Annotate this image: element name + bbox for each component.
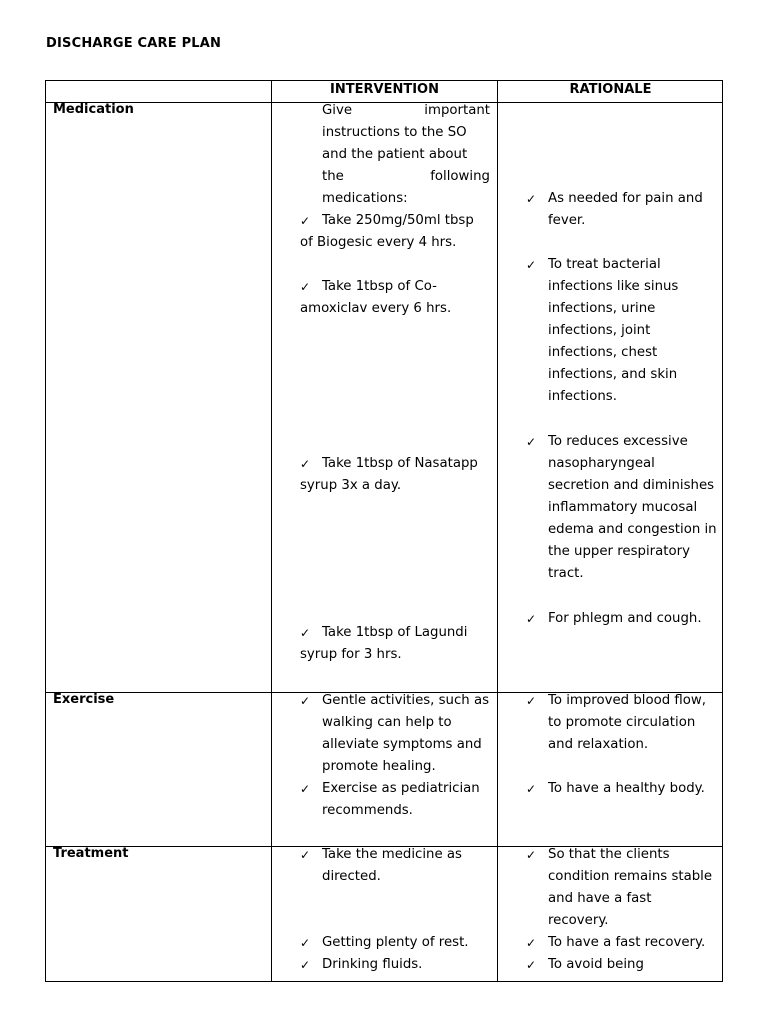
intervention-text: recommends. bbox=[322, 803, 413, 818]
check-icon: ✓ bbox=[300, 848, 311, 862]
rationale-text: infections, urine bbox=[548, 301, 656, 316]
rationale-text: fever. bbox=[548, 213, 586, 228]
intervention-text: Gentle activities, such as bbox=[322, 693, 490, 708]
intro-line: instructions to the SO bbox=[322, 125, 467, 140]
rationale-text: nasopharyngeal bbox=[548, 456, 655, 471]
intervention-text: of Biogesic every 4 hrs. bbox=[300, 235, 457, 250]
intro-word: important bbox=[424, 103, 490, 118]
rationale-text: infections like sinus bbox=[548, 279, 679, 294]
intro-line bbox=[322, 166, 490, 188]
check-icon: ✓ bbox=[300, 694, 311, 708]
row-label-medication: Medication bbox=[53, 102, 134, 117]
intro-line: medications: bbox=[322, 191, 408, 206]
intervention-text: Take the medicine as bbox=[322, 847, 462, 862]
intro-word: Give bbox=[322, 103, 353, 118]
intervention-text: Take 1tbsp of Co- bbox=[322, 279, 437, 294]
intervention-text: Take 1tbsp of Lagundi bbox=[322, 625, 468, 640]
check-icon: ✓ bbox=[526, 258, 537, 272]
intervention-text: Take 1tbsp of Nasatapp bbox=[322, 456, 478, 471]
rationale-text: condition remains stable bbox=[548, 869, 713, 884]
row-label-exercise: Exercise bbox=[53, 692, 115, 707]
rationale-text: and relaxation. bbox=[548, 737, 649, 752]
rationale-text: edema and congestion in bbox=[548, 522, 717, 537]
check-icon: ✓ bbox=[526, 848, 537, 862]
rationale-text: infections, and skin bbox=[548, 367, 678, 382]
rationale-text: infections. bbox=[548, 389, 617, 404]
care-plan-table bbox=[45, 80, 723, 982]
check-icon: ✓ bbox=[300, 457, 311, 471]
rationale-text: To improved blood flow, bbox=[548, 693, 707, 708]
intervention-text: directed. bbox=[322, 869, 381, 884]
header-intervention: INTERVENTION bbox=[330, 82, 439, 97]
intervention-text: Drinking fluids. bbox=[322, 957, 423, 972]
rationale-text: To have a healthy body. bbox=[548, 781, 705, 796]
rationale-text: infections, joint bbox=[548, 323, 651, 338]
rationale-text: To avoid being bbox=[548, 957, 644, 972]
check-icon: ✓ bbox=[526, 612, 537, 626]
rationale-text: the upper respiratory bbox=[548, 544, 690, 559]
intervention-text: syrup 3x a day. bbox=[300, 478, 402, 493]
rationale-text: tract. bbox=[548, 566, 584, 581]
rationale-text: To have a fast recovery. bbox=[548, 935, 706, 950]
check-icon: ✓ bbox=[300, 782, 311, 796]
intervention-text: alleviate symptoms and bbox=[322, 737, 482, 752]
rationale-text: infections, chest bbox=[548, 345, 658, 360]
header-rationale: RATIONALE bbox=[569, 82, 652, 97]
check-icon: ✓ bbox=[526, 936, 537, 950]
rationale-text: To treat bacterial bbox=[548, 257, 661, 272]
intervention-text: amoxiclav every 6 hrs. bbox=[300, 301, 452, 316]
check-icon: ✓ bbox=[300, 626, 311, 640]
rationale-text: So that the clients bbox=[548, 847, 670, 862]
intervention-text: walking can help to bbox=[322, 715, 452, 730]
intervention-text: Take 250mg/50ml tbsp bbox=[322, 213, 474, 228]
rationale-text: recovery. bbox=[548, 913, 609, 928]
rationale-text: to promote circulation bbox=[548, 715, 696, 730]
intro-line: and the patient about bbox=[322, 147, 468, 162]
check-icon: ✓ bbox=[526, 435, 537, 449]
rationale-text: inflammatory mucosal bbox=[548, 500, 698, 515]
intervention-text: promote healing. bbox=[322, 759, 436, 774]
rationale-text: To reduces excessive bbox=[548, 434, 688, 449]
rationale-text: For phlegm and cough. bbox=[548, 611, 702, 626]
row-label-treatment: Treatment bbox=[53, 846, 129, 861]
intervention-text: Exercise as pediatrician bbox=[322, 781, 480, 796]
check-icon: ✓ bbox=[526, 958, 537, 972]
intervention-text: syrup for 3 hrs. bbox=[300, 647, 402, 662]
check-icon: ✓ bbox=[300, 214, 311, 228]
rationale-text: As needed for pain and bbox=[548, 191, 703, 206]
check-icon: ✓ bbox=[300, 958, 311, 972]
rationale-text: and have a fast bbox=[548, 891, 652, 906]
intro-word: following bbox=[430, 169, 490, 184]
check-icon: ✓ bbox=[300, 936, 311, 950]
check-icon: ✓ bbox=[526, 192, 537, 206]
intervention-text: Getting plenty of rest. bbox=[322, 935, 469, 950]
rationale-text: secretion and diminishes bbox=[548, 478, 715, 493]
intro-line bbox=[322, 100, 490, 122]
intro-word: the bbox=[322, 169, 344, 184]
check-icon: ✓ bbox=[526, 782, 537, 796]
check-icon: ✓ bbox=[300, 280, 311, 294]
document-title: DISCHARGE CARE PLAN bbox=[46, 36, 222, 51]
check-icon: ✓ bbox=[526, 694, 537, 708]
